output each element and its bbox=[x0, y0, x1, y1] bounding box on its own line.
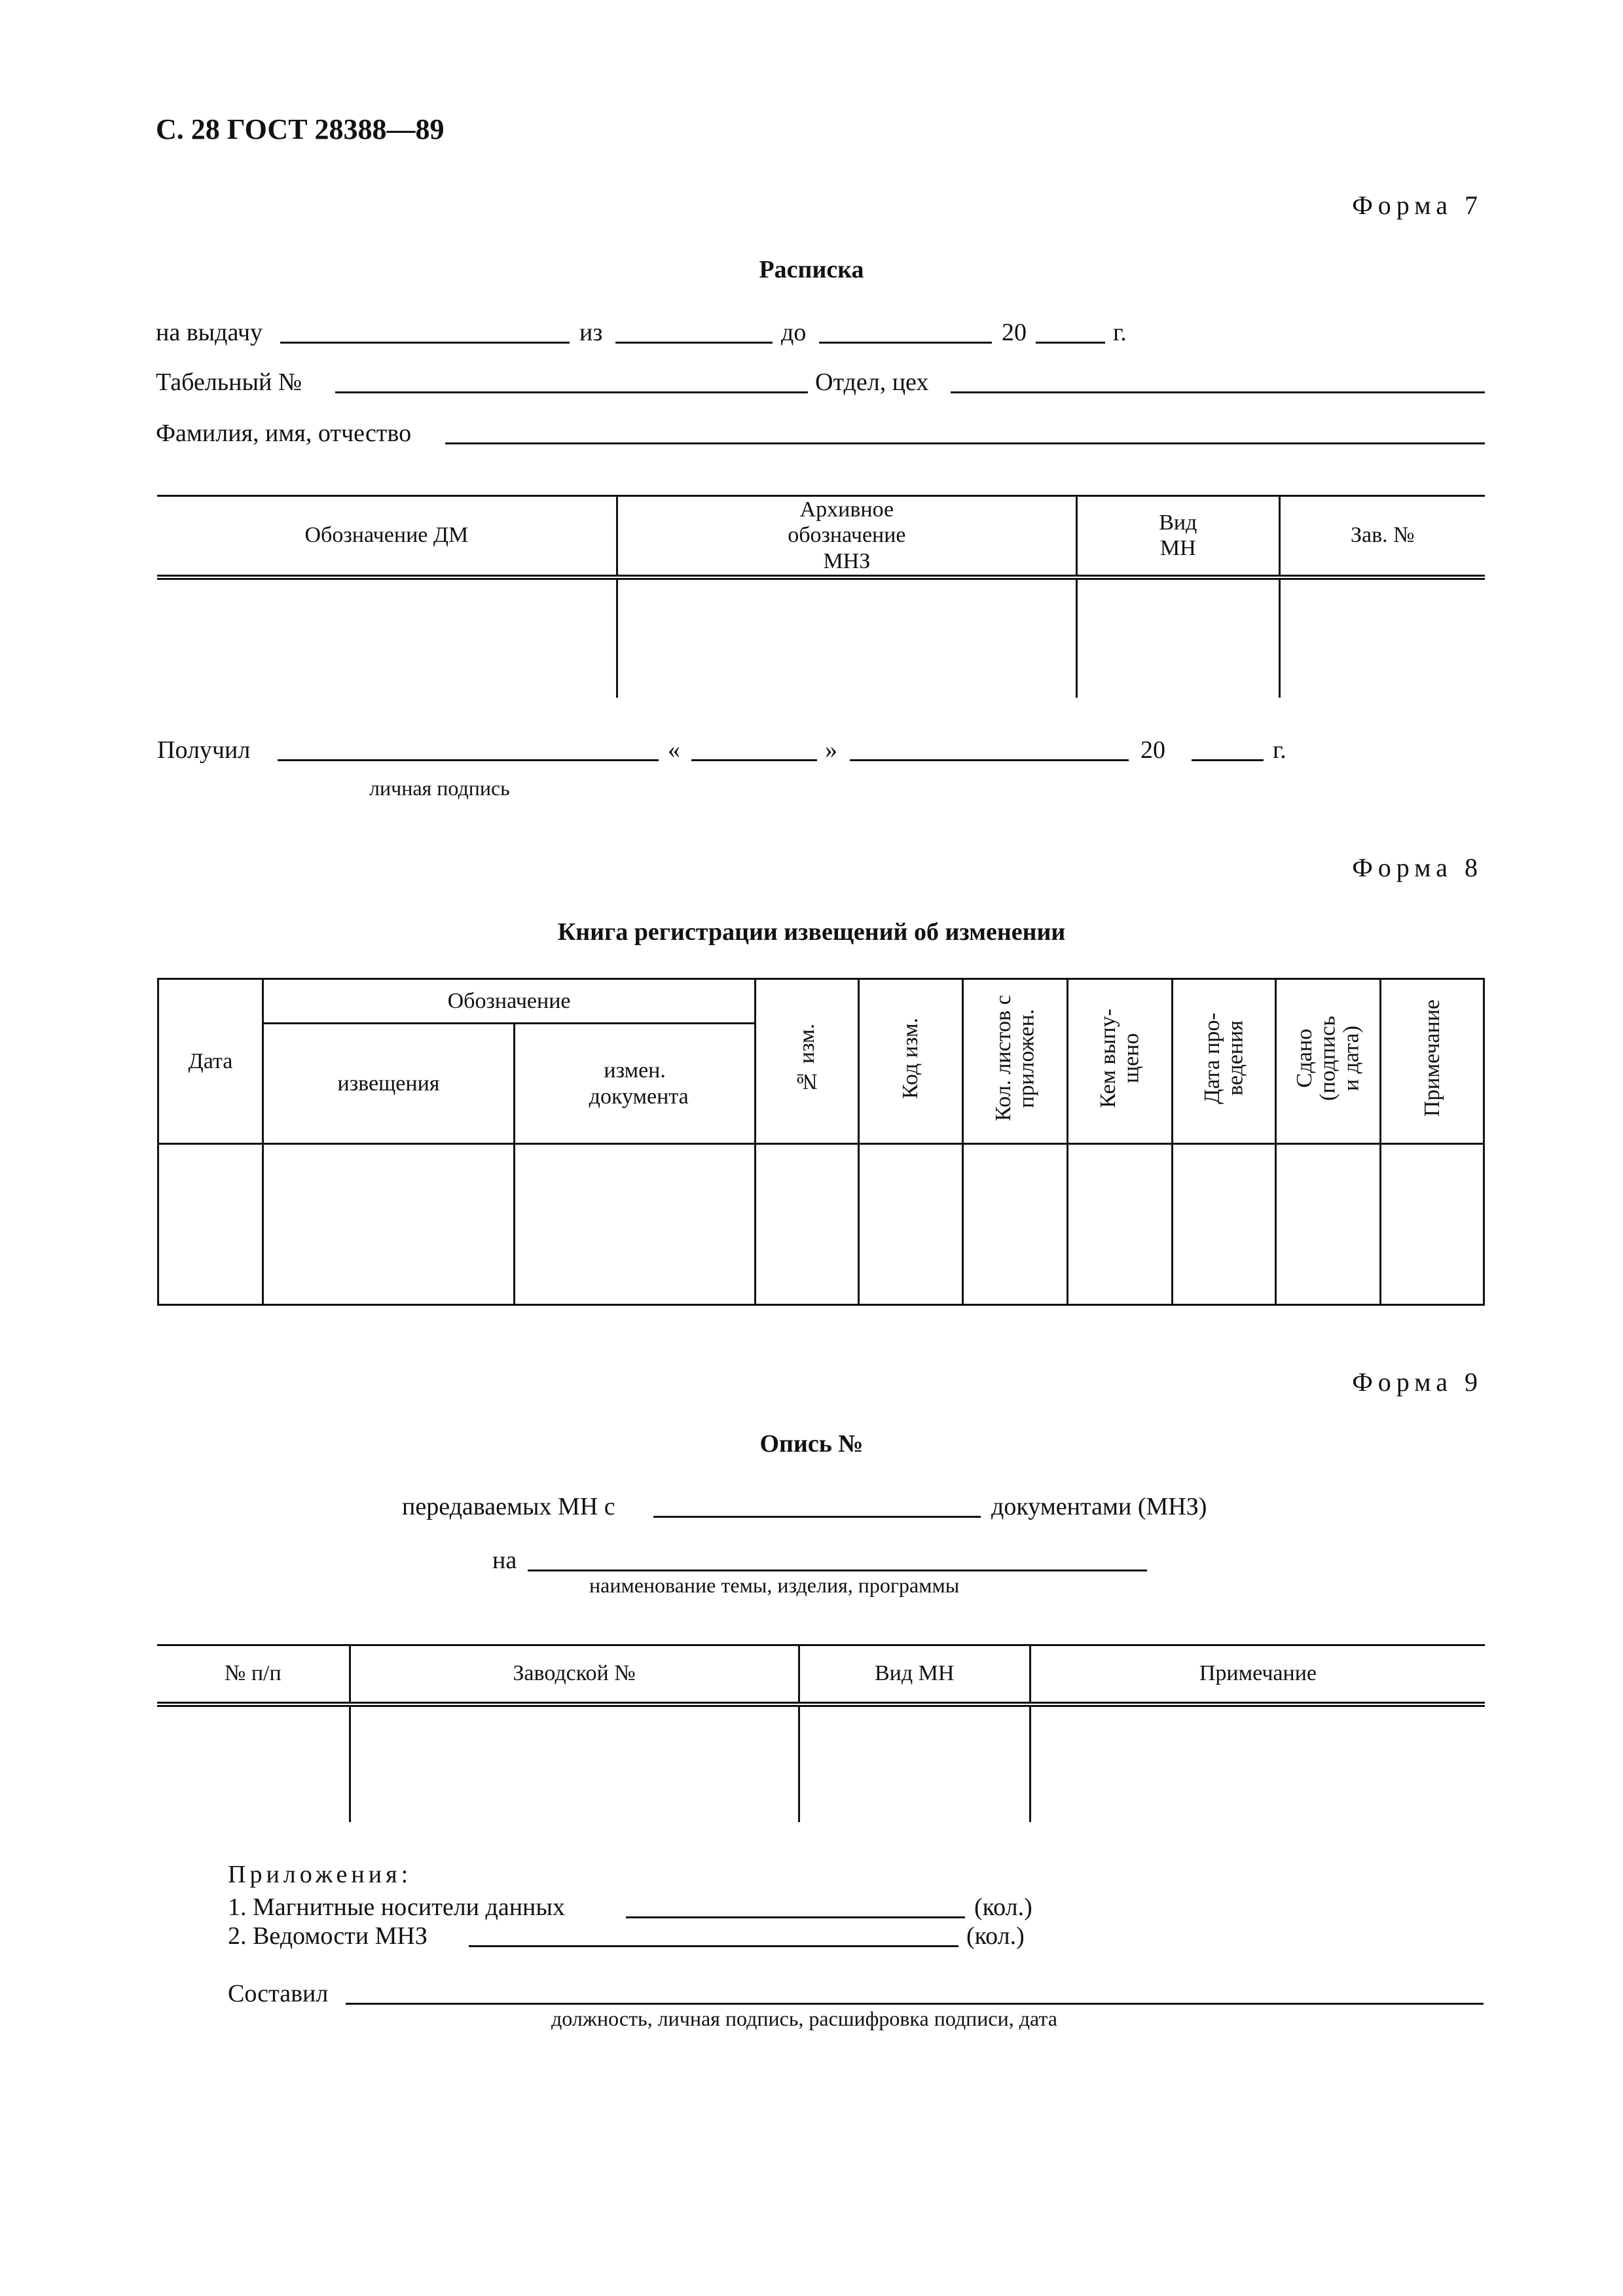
form8-table bbox=[157, 978, 1485, 1306]
form7-title: Расписка bbox=[759, 256, 864, 283]
col-header-izmen-dokumenta bbox=[515, 1024, 756, 1144]
col-header-vid-mn bbox=[1076, 496, 1279, 577]
col-header-primechanie-9: Примечание bbox=[1199, 1661, 1317, 1685]
kem-vypushcheno-text: Кем выпу- щено bbox=[1095, 1009, 1144, 1108]
caption-signature: личная подпись bbox=[369, 776, 510, 800]
col-header-data: Дата bbox=[158, 979, 263, 1144]
col-header-oboznachenie: Обозначение bbox=[263, 979, 755, 1024]
form8-cell[interactable] bbox=[263, 1144, 514, 1305]
caption-sostavil: должность, личная подпись, расшифровка подписи, дата bbox=[551, 2007, 1057, 2030]
data-provedeniya-text: Дата про- ведения bbox=[1199, 1013, 1248, 1104]
form9-cell[interactable] bbox=[350, 1704, 799, 1822]
field-sostavil[interactable] bbox=[346, 2003, 1484, 2005]
label-sostavil: Составил bbox=[228, 1980, 329, 2007]
field-fio[interactable] bbox=[445, 442, 1485, 444]
form9-cell[interactable] bbox=[1030, 1704, 1485, 1822]
field-iz[interactable] bbox=[615, 342, 773, 344]
field-month[interactable] bbox=[850, 759, 1129, 761]
field-attachment-1[interactable] bbox=[626, 1916, 965, 1918]
form9-cell[interactable] bbox=[799, 1704, 1030, 1822]
label-received-year-suffix: г. bbox=[1273, 736, 1286, 764]
kod-izm-text: Код изм. bbox=[898, 1018, 923, 1099]
label-fio: Фамилия, имя, отчество bbox=[156, 420, 412, 447]
close-quote: » bbox=[825, 736, 837, 764]
form9-table bbox=[157, 1645, 1485, 1822]
form8-cell[interactable] bbox=[1276, 1144, 1381, 1305]
attachments-title: Приложения: bbox=[228, 1861, 412, 1888]
sdano-text: Сдано (подпись и дата) bbox=[1292, 1016, 1364, 1101]
form7-cell[interactable] bbox=[1076, 577, 1279, 698]
field-na-vydachu[interactable] bbox=[280, 342, 570, 344]
form8-cell[interactable] bbox=[858, 1144, 962, 1305]
label-dokumentami: документами (МНЗ) bbox=[991, 1493, 1207, 1520]
field-signature[interactable] bbox=[278, 759, 659, 761]
page-header: С. 28 ГОСТ 28388—89 bbox=[156, 113, 445, 145]
form9-cell[interactable] bbox=[157, 1704, 350, 1822]
form8-label: Форма 8 bbox=[1352, 853, 1483, 882]
label-year-prefix: 20 bbox=[1002, 319, 1027, 346]
col-header-arhivnoe bbox=[617, 496, 1076, 577]
form8-cell[interactable] bbox=[756, 1144, 859, 1305]
label-peredavaemyh: передаваемых МН с bbox=[402, 1493, 615, 1520]
col-header-np: № п/п bbox=[157, 1645, 350, 1704]
form7-label: Форма 7 bbox=[1352, 190, 1483, 220]
izmen-dokumenta-text: измен. документа bbox=[589, 1058, 689, 1109]
col-header-kem-vypushcheno bbox=[1068, 979, 1173, 1144]
field-otdel[interactable] bbox=[951, 391, 1485, 393]
field-do[interactable] bbox=[819, 342, 992, 344]
form7-cell[interactable] bbox=[617, 577, 1076, 698]
field-received-year[interactable] bbox=[1192, 759, 1264, 761]
label-do: до bbox=[781, 319, 807, 346]
label-na: на bbox=[492, 1547, 517, 1574]
label-year-suffix: г. bbox=[1113, 319, 1127, 346]
form8-cell[interactable] bbox=[963, 1144, 1068, 1305]
col-header-zavodskoy: Заводской № bbox=[350, 1645, 799, 1704]
attachment-item-2: 2. Ведомости МНЗ bbox=[228, 1922, 428, 1950]
col-header-no-izm bbox=[756, 979, 859, 1144]
field-year[interactable] bbox=[1036, 342, 1105, 344]
attachment-unit-1: (кол.) bbox=[974, 1893, 1032, 1921]
col-header-kol-listov bbox=[963, 979, 1068, 1144]
label-iz: из bbox=[579, 319, 603, 346]
col-header-zav-no: Зав. № bbox=[1350, 523, 1415, 547]
field-day[interactable] bbox=[691, 759, 817, 761]
label-na-vydachu: на выдачу bbox=[156, 319, 263, 346]
no-izm-text: № изм. bbox=[794, 1023, 819, 1094]
form9-label: Форма 9 bbox=[1352, 1367, 1483, 1397]
form8-title: Книга регистрации извещений об изменении bbox=[557, 918, 1066, 946]
vid-mn-text: Вид МН bbox=[1159, 510, 1197, 560]
form7-cell[interactable] bbox=[157, 577, 617, 698]
form8-cell[interactable] bbox=[515, 1144, 756, 1305]
caption-theme: наименование темы, изделия, программы bbox=[589, 1573, 960, 1597]
field-attachment-2[interactable] bbox=[469, 1945, 958, 1947]
field-theme[interactable] bbox=[528, 1570, 1147, 1571]
label-otdel: Отдел, цех bbox=[815, 368, 929, 396]
col-header-kod-izm bbox=[858, 979, 962, 1144]
form8-cell[interactable] bbox=[1173, 1144, 1276, 1305]
primechanie-text: Примечание bbox=[1419, 999, 1444, 1117]
form7-table bbox=[157, 496, 1485, 698]
form7-cell[interactable] bbox=[1279, 577, 1485, 698]
arhivnoe-text: Архивное обозначение МНЗ bbox=[788, 497, 906, 573]
field-documents[interactable] bbox=[653, 1516, 981, 1518]
attachment-item-1: 1. Магнитные носители данных bbox=[228, 1893, 565, 1921]
kol-listov-text: Кол. листов с приложен. bbox=[991, 995, 1039, 1122]
col-header-sdano bbox=[1276, 979, 1381, 1144]
open-quote: « bbox=[668, 736, 680, 764]
attachment-unit-2: (кол.) bbox=[966, 1922, 1025, 1950]
label-received-year-prefix: 20 bbox=[1140, 736, 1165, 764]
col-header-oboznachenie-dm: Обозначение ДМ bbox=[157, 496, 617, 577]
col-header-vid-mn-9: Вид МН bbox=[799, 1645, 1030, 1704]
col-header-primechanie bbox=[1381, 979, 1484, 1144]
field-tabel[interactable] bbox=[335, 391, 808, 393]
form8-cell[interactable] bbox=[158, 1144, 263, 1305]
col-header-data-provedeniya bbox=[1173, 979, 1276, 1144]
col-header-izveshcheniya: извещения bbox=[263, 1024, 514, 1144]
label-poluchil: Получил bbox=[157, 736, 251, 764]
form8-cell[interactable] bbox=[1068, 1144, 1173, 1305]
label-tabel: Табельный № bbox=[156, 368, 302, 396]
form9-title: Опись № bbox=[759, 1430, 864, 1458]
form8-cell[interactable] bbox=[1381, 1144, 1484, 1305]
